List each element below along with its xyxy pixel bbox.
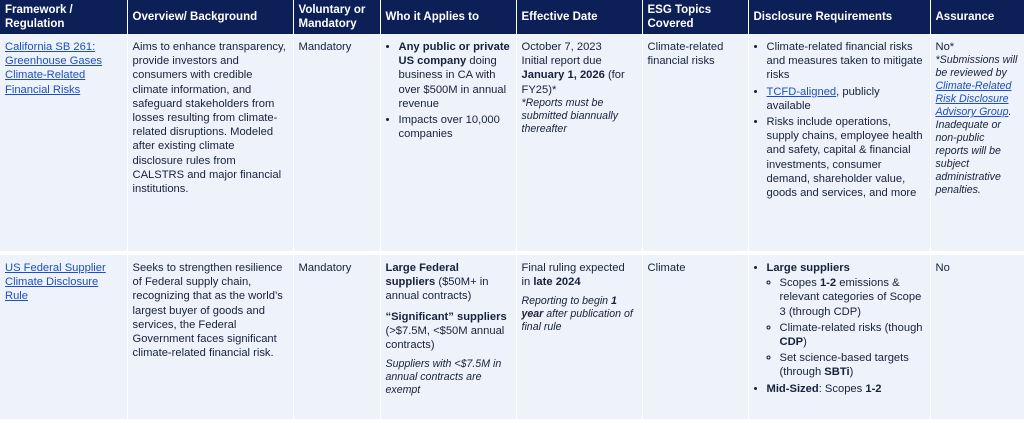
cell-applies xyxy=(380,34,516,253)
list-item: • Impacts over 10,000 companies xyxy=(399,113,511,141)
list-item: ◦ Climate-related risks (though CDP) xyxy=(780,321,925,349)
header-assurance: Assurance xyxy=(930,0,1024,34)
cell-effective-date: October 7, 2023 Initial report due January 1, 2026 (for FY25)* *Reports must be submitted biannually thereafter xyxy=(516,34,642,253)
framework-link[interactable]: California SB 261: Greenhouse Gases Climate-Related Financial Risks xyxy=(5,41,103,96)
date-footnote: Reporting to begin 1 year after publication of final rule xyxy=(521,295,633,334)
header-effective-date: Effective Date xyxy=(516,0,642,34)
cell-topics: Climate-related financial risks xyxy=(642,34,748,253)
table-row xyxy=(0,253,1024,421)
header-applies: Who it Applies to xyxy=(380,0,516,34)
list-item: • Any public or private US company doing business in CA with over $500M in annual revenue xyxy=(399,40,511,111)
cell-topics: Climate xyxy=(642,253,748,421)
tcfd-link[interactable]: TCFD-aligned xyxy=(766,85,837,98)
cell-voluntary: Mandatory xyxy=(293,34,380,253)
header-row xyxy=(0,0,1024,34)
header-voluntary: Voluntary or Mandatory xyxy=(293,0,380,34)
header-overview: Overview/ Background xyxy=(127,0,293,34)
cell-voluntary: Mandatory xyxy=(293,253,380,421)
list-item: ◦ Scopes 1-2 emissions & relevant categories of Scope 3 (through CDP) xyxy=(780,276,925,319)
date-footnote: *Reports must be submitted biannually thereafter xyxy=(521,96,619,135)
table-row xyxy=(0,34,1024,253)
cell-disclosure xyxy=(748,34,930,253)
list-item: • Mid-Sized: Scopes 1-2 xyxy=(767,382,925,396)
cell-framework xyxy=(0,253,127,421)
list-item: • Climate-related financial risks and measures taken to mitigate risks xyxy=(767,40,925,83)
cell-effective-date: Final ruling expected in late 2024 Reporting to begin 1 year after publication of final rule xyxy=(516,253,642,421)
advisory-group-link[interactable]: Climate-Related Risk Disclosure Advisory Group xyxy=(935,80,1012,119)
list-item: • Risks include operations, supply chains, employee health and safety, capital & financial investments, consumer demand, shareholder value, goods and services, and more xyxy=(767,115,925,200)
list-item: ◦ Set science-based targets (through SBTi) xyxy=(780,351,925,379)
header-topics: ESG Topics Covered xyxy=(642,0,748,34)
framework-link[interactable]: US Federal Supplier Climate Disclosure Rule xyxy=(5,262,106,303)
cell-overview: Aims to enhance transparency, provide investors and consumers with credible climate information, and safeguard stakeholders from losses resulting from climate-related disruptions. Modeled after existing climate disclosure rules from CALSTRS and major financial institutions. xyxy=(127,34,293,253)
cell-overview: Seeks to strengthen resilience of Federal supply chain, recognizing that as the world’s largest buyer of goods and services, the Federal Government faces significant climate-related financial risk. xyxy=(127,253,293,421)
list-item: • TCFD-aligned, publicly available xyxy=(767,85,925,113)
cell-assurance: No* *Submissions will be reviewed by Climate-Related Risk Disclosure Advisory Group. Inadequate or non-public reports will be subject administrative penalties. xyxy=(930,34,1024,253)
cell-disclosure xyxy=(748,253,930,421)
header-framework: Framework / Regulation xyxy=(0,0,127,34)
exemption-note: Suppliers with <$7.5M in annual contracts are exempt xyxy=(385,358,502,397)
header-disclosure: Disclosure Requirements xyxy=(748,0,930,34)
cell-assurance: No xyxy=(930,253,1024,421)
cell-framework xyxy=(0,34,127,253)
list-item: • Large suppliers ◦ Scopes 1-2 emissions & relevant categories of Scope 3 (through CDP) ◦ Climate-related risks (though CDP) ◦ Set science-based targets (through SBTi) xyxy=(767,261,925,380)
assurance-footnote: *Submissions will be reviewed by Climate-Related Risk Disclosure Advisory Group. Inadequate or non-public reports will be subject administrative penalties. xyxy=(935,54,1018,197)
cell-applies: Large Federal suppliers ($50M+ in annual contracts) “Significant” suppliers (>$7.5M, <$50M annual contracts) Suppliers with <$7.5M in annual contracts are exempt xyxy=(380,253,516,421)
